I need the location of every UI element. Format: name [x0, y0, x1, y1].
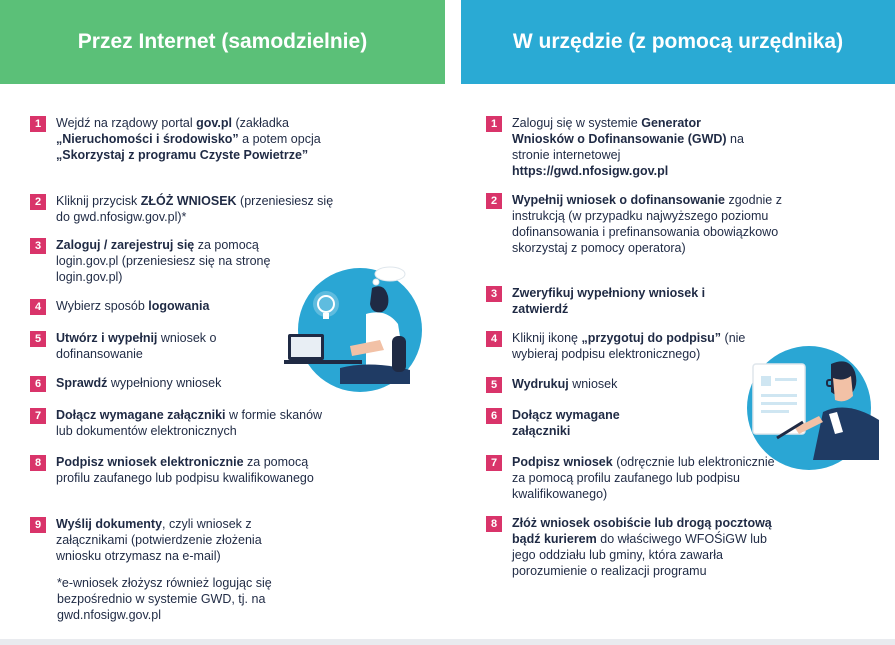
plain-text: Wybierz sposób: [56, 299, 149, 313]
step-text: [56, 330, 270, 362]
left-step-9: [30, 516, 300, 564]
right-step-8: [486, 515, 776, 579]
left-step-1: [30, 115, 330, 163]
step-number-badge: 1: [30, 116, 46, 132]
plain-text: do właściwego WFOŚiGW lub jego oddziału lub gminy, która zawarła porozumienie o realizacji programu: [512, 532, 767, 578]
right-step-1: [486, 115, 756, 179]
step-number-badge: 9: [30, 517, 46, 533]
bold-text: „Nieruchomości i środowisko”: [56, 132, 239, 146]
step-number-badge: 4: [486, 331, 502, 347]
plain-text: , czyli wniosek z załącznikami (potwierdzenie złożenia wniosku otrzymasz na e-mail): [56, 517, 262, 563]
step-number-badge: 1: [486, 116, 502, 132]
right-step-2: [486, 192, 786, 256]
step-text: [512, 192, 786, 256]
step-text: [512, 376, 617, 392]
bold-text: https://gwd.nfosigw.gov.pl: [512, 164, 669, 178]
bold-text: „Skorzystaj z programu Czyste Powietrze”: [56, 148, 309, 162]
bold-text: ZŁÓŻ WNIOSEK: [140, 194, 237, 208]
left-step-8: [30, 454, 330, 486]
step-text: [56, 454, 330, 486]
right-step-3: [486, 285, 746, 317]
bold-text: Wypełnij wniosek o dofinansowanie: [512, 193, 725, 207]
right-step-5: [486, 376, 706, 393]
step-number-badge: 3: [30, 238, 46, 254]
plain-text: (przeniesiesz się do gwd.nfosigw.gov.pl)*: [56, 194, 334, 224]
left-column-header: [0, 0, 445, 84]
left-step-2: [30, 193, 350, 225]
plain-text: Kliknij ikonę: [512, 331, 582, 345]
bold-text: logowania: [148, 299, 210, 313]
right-step-6: [486, 407, 636, 439]
step-text: [512, 330, 766, 362]
step-number-badge: 7: [30, 408, 46, 424]
footnote: *e-wniosek złożysz również logując się bezpośrednio w systemie GWD, tj. na gwd.nfosigw.gov.pl: [57, 576, 272, 622]
plain-text: (nie wybieraj podpisu elektronicznego): [512, 331, 746, 361]
bold-text: Dołącz wymagane załączniki: [512, 408, 620, 438]
plain-text: wypełniony wniosek: [107, 376, 222, 390]
step-text: [56, 237, 305, 285]
bold-text: Utwórz i wypełnij: [56, 331, 158, 345]
plain-text: a potem opcja: [238, 132, 321, 146]
plain-text: za pomocą profilu zaufanego lub podpisu kwalifikowanego: [56, 455, 314, 485]
step-number-badge: 5: [486, 377, 502, 393]
step-number-badge: 6: [30, 376, 46, 392]
left-step-3: [30, 237, 305, 285]
person-laptop-illustration: [280, 258, 430, 398]
step-text: [512, 515, 776, 579]
bold-text: Podpisz wniosek: [512, 455, 613, 469]
right-title: W urzędzie (z pomocą urzędnika): [512, 30, 844, 53]
bold-text: Generator Wniosków o Dofinansowanie (GWD): [512, 116, 727, 146]
column-divider: [445, 0, 461, 645]
step-number-badge: 2: [486, 193, 502, 209]
plain-text: Zaloguj się w systemie: [512, 116, 642, 130]
step-number-badge: 3: [486, 286, 502, 302]
bold-text: Wyślij dokumenty: [56, 517, 163, 531]
left-title: Przez Internet (samodzielnie): [77, 30, 368, 53]
right-step-4: [486, 330, 766, 362]
bold-text: Dołącz wymagane załączniki: [56, 408, 226, 422]
step-text: [56, 115, 330, 163]
bold-text: Wydrukuj: [512, 377, 569, 391]
right-column-header: [461, 0, 895, 84]
step-text: [56, 516, 300, 564]
bold-text: „przygotuj do podpisu”: [581, 331, 722, 345]
bold-text: Złóż wniosek osobiście lub drogą pocztową bądź kurierem: [512, 516, 772, 546]
step-text: [56, 193, 350, 225]
step-number-badge: 5: [30, 331, 46, 347]
left-step-4: [30, 298, 290, 315]
plain-text: Wejdź na rządowy portal: [56, 116, 197, 130]
step-text: [56, 298, 209, 314]
plain-text: na stronie internetowej: [512, 132, 744, 162]
step-number-badge: 4: [30, 299, 46, 315]
bold-text: Podpisz wniosek elektronicznie: [56, 455, 244, 469]
step-number-badge: 8: [486, 516, 502, 532]
bottom-border: [0, 639, 895, 645]
step-text: [512, 407, 636, 439]
step-text: [512, 115, 756, 179]
bold-text: Zaloguj / zarejestruj się: [56, 238, 195, 252]
bold-text: gov.pl: [196, 116, 233, 130]
step-number-badge: 2: [30, 194, 46, 210]
bold-text: Sprawdź: [56, 376, 108, 390]
left-step-5: [30, 330, 270, 362]
step-number-badge: 6: [486, 408, 502, 424]
plain-text: zgodnie z instrukcją (w przypadku najwyższego poziomu dofinansowania i prefinansowania obowiązkowo skorzystaj z pomocy operatora): [512, 193, 782, 255]
plain-text: wniosek: [568, 377, 618, 391]
step-number-badge: 8: [30, 455, 46, 471]
bold-text: Zweryfikuj wypełniony wniosek i zatwierdź: [512, 286, 706, 316]
step-number-badge: 7: [486, 455, 502, 471]
step-text: [56, 407, 330, 439]
left-step-6: [30, 375, 290, 392]
plain-text: (zakładka: [232, 116, 289, 130]
left-step-7: [30, 407, 330, 439]
plain-text: za pomocą login.gov.pl (przeniesiesz się na stronę login.gov.pl): [56, 238, 271, 284]
step-text: [56, 375, 221, 391]
plain-text: (odręcznie lub elektronicznie za pomocą profilu zaufanego lub podpisu kwalifikowanego): [512, 455, 775, 501]
person-signing-illustration: [737, 342, 887, 472]
plain-text: w formie skanów lub dokumentów elektronicznych: [56, 408, 323, 438]
plain-text: Kliknij przycisk: [56, 194, 141, 208]
step-text: [512, 285, 746, 317]
plain-text: wniosek o dofinansowanie: [56, 331, 217, 361]
